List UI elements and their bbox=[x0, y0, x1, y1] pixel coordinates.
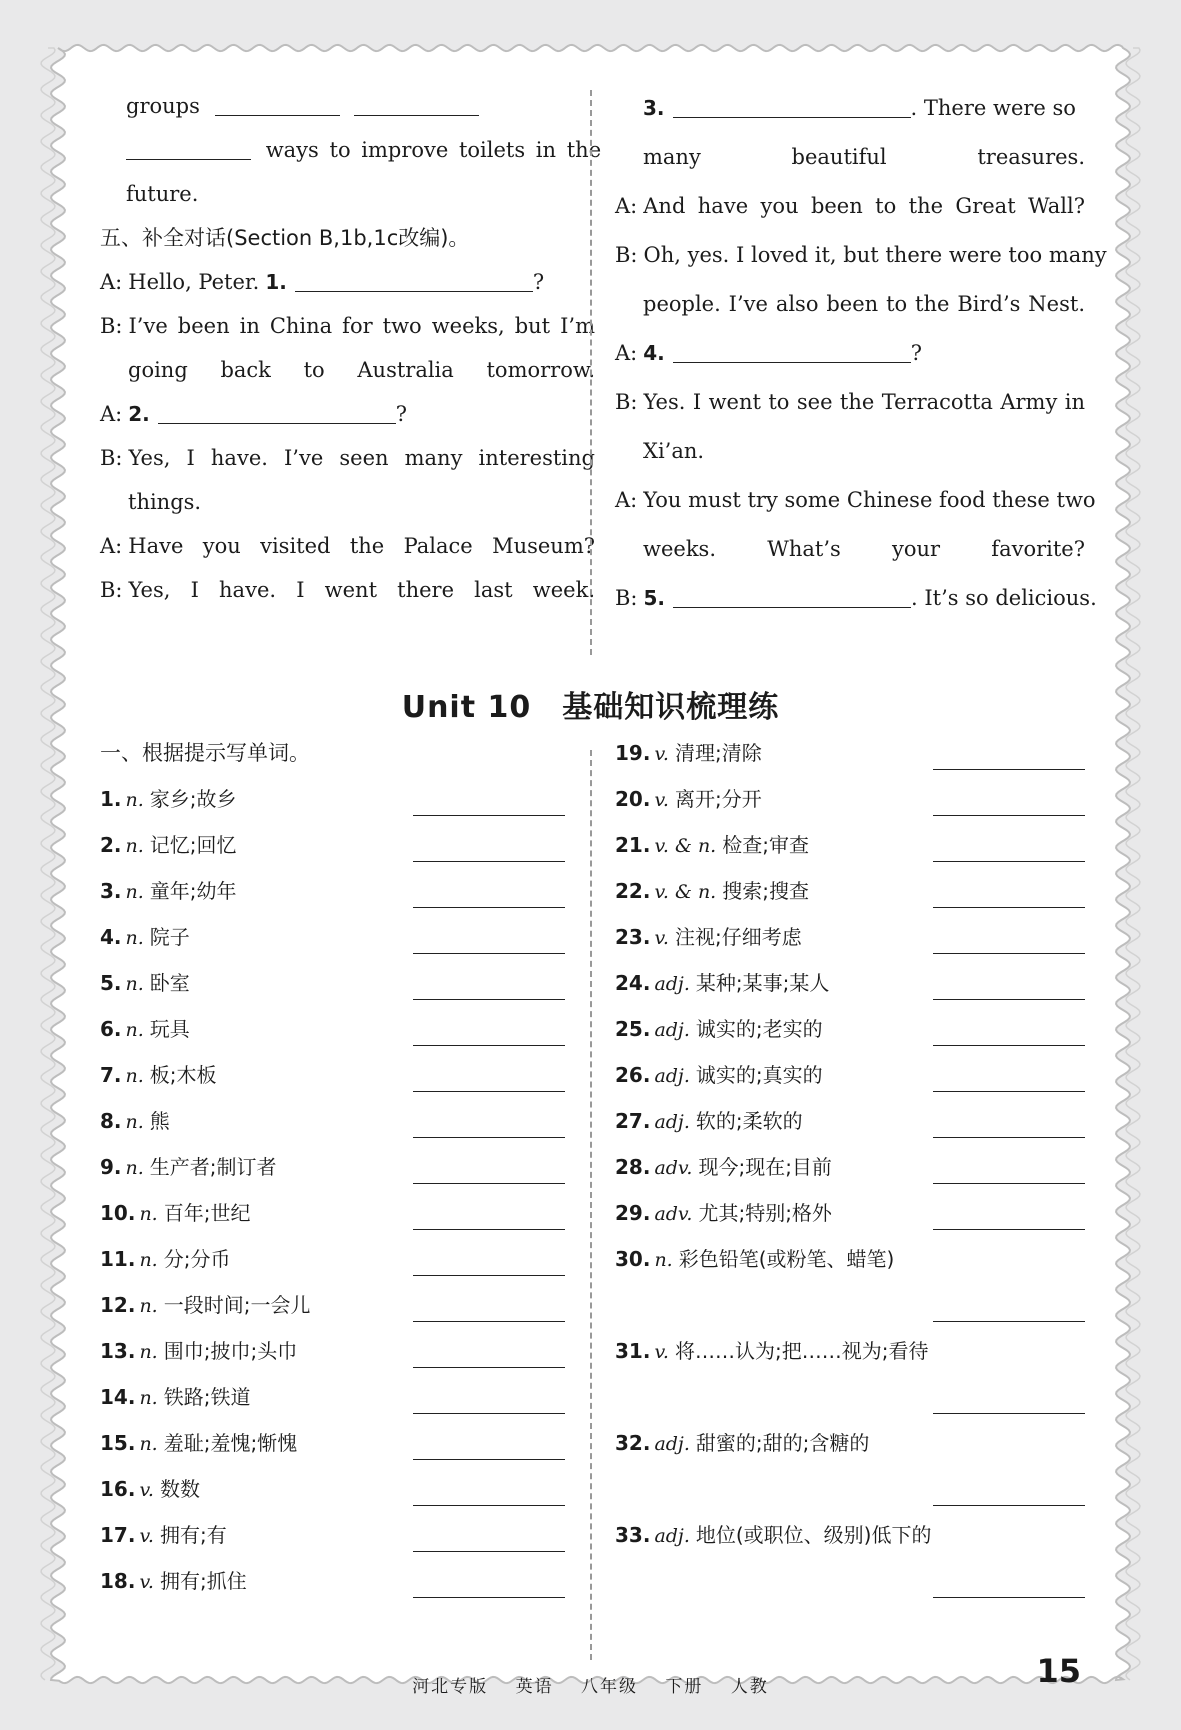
speaker-label: B: bbox=[615, 243, 638, 267]
speaker-label: A: bbox=[615, 488, 638, 512]
chinese-hint: 卧室 bbox=[149, 971, 190, 995]
vocab-item bbox=[100, 1098, 565, 1144]
answer-blank[interactable] bbox=[413, 1229, 565, 1230]
dialogue-text: Hello, Peter. bbox=[128, 270, 260, 294]
dialogue-line bbox=[100, 524, 595, 568]
part-of-speech: v. bbox=[654, 1341, 669, 1363]
item-number: 6. bbox=[100, 1017, 122, 1041]
item-number: 13. bbox=[100, 1339, 136, 1363]
dialogue-line bbox=[100, 392, 595, 436]
answer-blank[interactable] bbox=[413, 1183, 565, 1184]
answer-blank[interactable] bbox=[933, 1045, 1085, 1046]
vocab-item bbox=[100, 1420, 565, 1466]
vocab-item bbox=[615, 1006, 1085, 1052]
answer-blank[interactable] bbox=[673, 93, 911, 118]
vocab-item bbox=[100, 1558, 565, 1604]
part-of-speech: adj. bbox=[654, 1019, 690, 1041]
item-number: 27. bbox=[615, 1109, 651, 1133]
chinese-hint: 离开;分开 bbox=[674, 787, 762, 811]
answer-blank[interactable] bbox=[933, 1597, 1085, 1598]
question-number: 3. bbox=[643, 96, 665, 120]
footer-volume: 下册 bbox=[665, 1677, 704, 1697]
column-divider bbox=[590, 90, 592, 655]
vocab-item bbox=[100, 822, 565, 868]
dialogue-line bbox=[100, 260, 595, 304]
footer-edition: 人教 bbox=[730, 1677, 769, 1697]
vocab-heading: 一、根据提示写单词。 bbox=[100, 741, 310, 765]
continuation-line-1: groups bbox=[100, 84, 595, 128]
vocab-item bbox=[100, 776, 565, 822]
item-number: 7. bbox=[100, 1063, 122, 1087]
item-number: 24. bbox=[615, 971, 651, 995]
answer-blank[interactable] bbox=[413, 1045, 565, 1046]
item-number: 4. bbox=[100, 925, 122, 949]
chinese-hint: 玩具 bbox=[149, 1017, 190, 1041]
chinese-hint: 院子 bbox=[149, 925, 190, 949]
dialogue-text: Yes, I have. I went there last week. bbox=[128, 578, 595, 602]
item-number: 10. bbox=[100, 1201, 136, 1225]
item-number: 32. bbox=[615, 1431, 651, 1455]
answer-blank[interactable] bbox=[933, 861, 1085, 862]
item-number: 2. bbox=[100, 833, 122, 857]
continuation-line-2: ways to improve toilets in the bbox=[100, 128, 595, 172]
item-number: 18. bbox=[100, 1569, 136, 1593]
chinese-hint: 现今;现在;目前 bbox=[698, 1155, 832, 1179]
chinese-hint: 铁路;铁道 bbox=[163, 1385, 251, 1409]
item-number: 15. bbox=[100, 1431, 136, 1455]
item-number: 17. bbox=[100, 1523, 136, 1547]
vocab-item bbox=[100, 1328, 565, 1374]
answer-blank[interactable] bbox=[673, 338, 911, 363]
speaker-label: B: bbox=[615, 586, 638, 610]
item-number: 26. bbox=[615, 1063, 651, 1087]
speaker-label: A: bbox=[100, 270, 123, 294]
part-of-speech: adv. bbox=[654, 1203, 693, 1225]
unit-title: Unit 10 基础知识梳理练 bbox=[401, 690, 780, 725]
chinese-hint: 地位(或职位、级别)低下的 bbox=[695, 1523, 932, 1547]
question-number: 1. bbox=[265, 270, 287, 294]
dialogue-line bbox=[615, 84, 1085, 133]
item-number: 33. bbox=[615, 1523, 651, 1547]
vocab-item bbox=[100, 868, 565, 914]
answer-blank[interactable] bbox=[933, 815, 1085, 816]
item-number: 25. bbox=[615, 1017, 651, 1041]
part-of-speech: n. bbox=[125, 927, 144, 949]
chinese-hint: 生产者;制订者 bbox=[149, 1155, 277, 1179]
part-of-speech: v. bbox=[139, 1525, 154, 1547]
speaker-label: B: bbox=[100, 578, 123, 602]
item-number: 30. bbox=[615, 1247, 651, 1271]
part-of-speech: v. bbox=[654, 789, 669, 811]
dialogue-line bbox=[100, 348, 595, 392]
vocab-item bbox=[615, 914, 1085, 960]
part-of-speech: v. bbox=[139, 1571, 154, 1593]
part-of-speech: v. bbox=[139, 1479, 154, 1501]
speaker-label: A: bbox=[615, 194, 638, 218]
part-of-speech: v. & n. bbox=[654, 835, 717, 857]
dialogue-line bbox=[615, 329, 1085, 378]
vocab-left-column bbox=[100, 730, 565, 1604]
answer-blank[interactable] bbox=[295, 267, 533, 292]
answer-blank[interactable] bbox=[215, 91, 340, 116]
footer-region: 河北专版 bbox=[412, 1677, 489, 1697]
chinese-hint: 熊 bbox=[149, 1109, 170, 1133]
dialogue-line bbox=[615, 182, 1085, 231]
vocab-item bbox=[615, 868, 1085, 914]
footer-grade: 八年级 bbox=[581, 1677, 638, 1697]
vocab-item bbox=[615, 1098, 1085, 1144]
answer-blank[interactable] bbox=[413, 1321, 565, 1322]
part-of-speech: n. bbox=[125, 835, 144, 857]
chinese-hint: 家乡;故乡 bbox=[149, 787, 237, 811]
part-of-speech: n. bbox=[125, 789, 144, 811]
question-number: 4. bbox=[643, 341, 665, 365]
chinese-hint: 记忆;回忆 bbox=[149, 833, 237, 857]
part-of-speech: adj. bbox=[654, 1111, 690, 1133]
chinese-hint: 诚实的;真实的 bbox=[695, 1063, 823, 1087]
item-number: 5. bbox=[100, 971, 122, 995]
part-of-speech: n. bbox=[125, 1065, 144, 1087]
dialogue-text: I’ve been in China for two weeks, but I’m bbox=[128, 314, 595, 338]
part-of-speech: v. bbox=[654, 927, 669, 949]
chinese-hint: 围巾;披巾;头巾 bbox=[163, 1339, 298, 1363]
speaker-label: B: bbox=[100, 446, 123, 470]
dialogue-line bbox=[100, 436, 595, 480]
question-number: 2. bbox=[128, 402, 150, 426]
chinese-hint: 拥有;有 bbox=[159, 1523, 227, 1547]
dialogue-text: You must try some Chinese food these two bbox=[643, 488, 1096, 512]
answer-blank[interactable] bbox=[413, 815, 565, 816]
answer-blank[interactable] bbox=[413, 1597, 565, 1598]
answer-blank[interactable] bbox=[413, 1413, 565, 1414]
part-of-speech: n. bbox=[654, 1249, 673, 1271]
item-number: 28. bbox=[615, 1155, 651, 1179]
answer-blank[interactable] bbox=[413, 861, 565, 862]
vocab-item bbox=[100, 1512, 565, 1558]
part-of-speech: n. bbox=[139, 1203, 158, 1225]
dialogue-line bbox=[615, 427, 1085, 476]
chinese-hint: 彩色铅笔(或粉笔、蜡笔) bbox=[678, 1247, 895, 1271]
chinese-hint: 软的;柔软的 bbox=[695, 1109, 803, 1133]
chinese-hint: 拥有;抓住 bbox=[159, 1569, 247, 1593]
page-number: 15 bbox=[1036, 1652, 1081, 1690]
part-of-speech: adj. bbox=[654, 973, 690, 995]
vocab-item bbox=[100, 1466, 565, 1512]
answer-blank[interactable] bbox=[413, 1505, 565, 1506]
dialogue-left-column bbox=[100, 84, 602, 612]
item-number: 12. bbox=[100, 1293, 136, 1317]
part-of-speech: adj. bbox=[654, 1065, 690, 1087]
part-of-speech: n. bbox=[125, 973, 144, 995]
chinese-hint: 童年;幼年 bbox=[149, 879, 237, 903]
vocab-item bbox=[615, 1052, 1085, 1098]
chinese-hint: 百年;世纪 bbox=[163, 1201, 251, 1225]
dialogue-right-column bbox=[615, 84, 1107, 623]
item-number: 19. bbox=[615, 741, 651, 765]
vocab-item bbox=[100, 1006, 565, 1052]
answer-blank[interactable] bbox=[413, 953, 565, 954]
vocab-item bbox=[100, 1190, 565, 1236]
chinese-hint: 一段时间;一会儿 bbox=[163, 1293, 311, 1317]
item-number: 22. bbox=[615, 879, 651, 903]
vocab-item bbox=[100, 960, 565, 1006]
item-number: 23. bbox=[615, 925, 651, 949]
answer-blank[interactable] bbox=[413, 999, 565, 1000]
chinese-hint: 分;分币 bbox=[163, 1247, 231, 1271]
dialogue-line bbox=[615, 231, 1107, 280]
speaker-label: A: bbox=[100, 534, 123, 558]
speaker-label: B: bbox=[615, 390, 638, 414]
section-heading-5: 五、补全对话(Section B,1b,1c改编)。 bbox=[100, 226, 470, 250]
answer-blank[interactable] bbox=[673, 583, 911, 608]
answer-blank[interactable] bbox=[126, 135, 251, 160]
dialogue-text: people. I’ve also been to the Bird’s Nest. bbox=[643, 292, 1085, 316]
item-number: 3. bbox=[100, 879, 122, 903]
item-number: 14. bbox=[100, 1385, 136, 1409]
dialogue-line bbox=[100, 568, 595, 612]
dialogue-line bbox=[615, 378, 1085, 427]
answer-blank[interactable] bbox=[933, 907, 1085, 908]
dialogue-line bbox=[100, 304, 595, 348]
vocab-item bbox=[615, 1512, 1085, 1604]
dialogue-end: . There were so bbox=[910, 96, 1076, 120]
dialogue-text: things. bbox=[128, 490, 202, 514]
part-of-speech: n. bbox=[125, 1019, 144, 1041]
part-of-speech: adj. bbox=[654, 1433, 690, 1455]
item-number: 29. bbox=[615, 1201, 651, 1225]
dialogue-end: ? bbox=[395, 402, 408, 426]
vocab-item bbox=[100, 1144, 565, 1190]
part-of-speech: n. bbox=[125, 1157, 144, 1179]
chinese-hint: 将……认为;把……视为;看待 bbox=[674, 1339, 929, 1363]
item-number: 9. bbox=[100, 1155, 122, 1179]
dialogue-text: going back to Australia tomorrow. bbox=[128, 358, 595, 382]
part-of-speech: n. bbox=[139, 1387, 158, 1409]
answer-blank[interactable] bbox=[413, 1275, 565, 1276]
vocab-item bbox=[615, 1144, 1085, 1190]
chinese-hint: 羞耻;羞愧;惭愧 bbox=[163, 1431, 298, 1455]
answer-blank[interactable] bbox=[413, 1551, 565, 1552]
question-number: 5. bbox=[643, 586, 666, 610]
dialogue-line bbox=[615, 476, 1096, 525]
chinese-hint: 注视;仔细考虑 bbox=[674, 925, 802, 949]
dialogue-line bbox=[615, 525, 1085, 574]
vocab-item bbox=[615, 1190, 1085, 1236]
speaker-label: A: bbox=[100, 402, 123, 426]
speaker-label: B: bbox=[100, 314, 123, 338]
chinese-hint: 搜索;搜查 bbox=[722, 879, 809, 903]
dialogue-text: Oh, yes. I loved it, but there were too many bbox=[643, 243, 1107, 267]
answer-blank[interactable] bbox=[933, 953, 1085, 954]
chinese-hint: 板;木板 bbox=[149, 1063, 217, 1087]
vocab-item bbox=[615, 1236, 1085, 1328]
vocab-item bbox=[615, 960, 1085, 1006]
answer-blank[interactable] bbox=[933, 1091, 1085, 1092]
vocab-item bbox=[100, 1236, 565, 1282]
dialogue-text: Xi’an. bbox=[643, 439, 705, 463]
vocab-item bbox=[100, 1374, 565, 1420]
dialogue-text: Yes, I have. I’ve seen many interesting bbox=[128, 446, 595, 470]
answer-blank[interactable] bbox=[933, 1413, 1085, 1414]
part-of-speech: n. bbox=[125, 881, 144, 903]
vocab-item bbox=[100, 914, 565, 960]
answer-blank[interactable] bbox=[413, 1137, 565, 1138]
vocab-item bbox=[100, 1282, 565, 1328]
chinese-hint: 检查;审查 bbox=[722, 833, 809, 857]
item-number: 11. bbox=[100, 1247, 136, 1271]
answer-blank[interactable] bbox=[413, 907, 565, 908]
item-number: 20. bbox=[615, 787, 651, 811]
chinese-hint: 甜蜜的;甜的;含糖的 bbox=[695, 1431, 870, 1455]
vocab-item bbox=[615, 1328, 1085, 1420]
dialogue-end: ? bbox=[910, 341, 923, 365]
part-of-speech: v. bbox=[654, 743, 669, 765]
answer-blank[interactable] bbox=[933, 999, 1085, 1000]
part-of-speech: n. bbox=[125, 1111, 144, 1133]
worksheet-page bbox=[70, 60, 1111, 1697]
chinese-hint: 某种;某事;某人 bbox=[695, 971, 830, 995]
page-footer bbox=[70, 1672, 1111, 1697]
dialogue-lines-right bbox=[615, 84, 1107, 623]
chinese-hint: 尤其;特别;格外 bbox=[698, 1201, 832, 1225]
dialogue-text: Have you visited the Palace Museum? bbox=[128, 534, 595, 558]
answer-blank[interactable] bbox=[354, 91, 479, 116]
answer-blank[interactable] bbox=[158, 399, 396, 424]
vocab-item bbox=[615, 730, 1085, 776]
vocab-item bbox=[100, 1052, 565, 1098]
part-of-speech: n. bbox=[139, 1341, 158, 1363]
item-number: 1. bbox=[100, 787, 122, 811]
answer-blank[interactable] bbox=[933, 1505, 1085, 1506]
answer-blank[interactable] bbox=[933, 1183, 1085, 1184]
dialogue-end: ? bbox=[532, 270, 545, 294]
answer-blank[interactable] bbox=[413, 1367, 565, 1368]
speaker-label: A: bbox=[615, 341, 638, 365]
dialogue-line bbox=[615, 574, 1097, 623]
vocab-right-column bbox=[615, 730, 1085, 1604]
vocab-item bbox=[615, 1420, 1085, 1512]
footer-subject: 英语 bbox=[515, 1677, 554, 1697]
item-number: 21. bbox=[615, 833, 651, 857]
answer-blank[interactable] bbox=[933, 1229, 1085, 1230]
part-of-speech: n. bbox=[139, 1249, 158, 1271]
dialogue-line bbox=[615, 133, 1085, 182]
chinese-hint: 清理;清除 bbox=[674, 741, 762, 765]
part-of-speech: n. bbox=[139, 1433, 158, 1455]
dialogue-end: . It’s so delicious. bbox=[911, 586, 1097, 610]
item-number: 8. bbox=[100, 1109, 122, 1133]
dialogue-line bbox=[615, 280, 1085, 329]
dialogue-lines-left bbox=[100, 260, 595, 612]
part-of-speech: n. bbox=[139, 1295, 158, 1317]
answer-blank[interactable] bbox=[413, 1091, 565, 1092]
item-number: 31. bbox=[615, 1339, 651, 1363]
part-of-speech: adv. bbox=[654, 1157, 693, 1179]
chinese-hint: 诚实的;老实的 bbox=[695, 1017, 823, 1041]
dialogue-text: Yes. I went to see the Terracotta Army in bbox=[643, 390, 1085, 414]
dialogue-text: many beautiful treasures. bbox=[643, 145, 1085, 169]
answer-blank[interactable] bbox=[933, 769, 1085, 770]
chinese-hint: 数数 bbox=[159, 1477, 200, 1501]
dialogue-line bbox=[100, 480, 595, 524]
item-number: 16. bbox=[100, 1477, 136, 1501]
column-divider bbox=[590, 750, 592, 1660]
answer-blank[interactable] bbox=[413, 1459, 565, 1460]
part-of-speech: adj. bbox=[654, 1525, 690, 1547]
part-of-speech: v. & n. bbox=[654, 881, 717, 903]
dialogue-text: And have you been to the Great Wall? bbox=[643, 194, 1085, 218]
vocab-item bbox=[615, 822, 1085, 868]
answer-blank[interactable] bbox=[933, 1321, 1085, 1322]
vocab-item bbox=[615, 776, 1085, 822]
answer-blank[interactable] bbox=[933, 1137, 1085, 1138]
continuation-line-3: future. bbox=[126, 182, 199, 206]
dialogue-text: weeks. What’s your favorite? bbox=[643, 537, 1085, 561]
